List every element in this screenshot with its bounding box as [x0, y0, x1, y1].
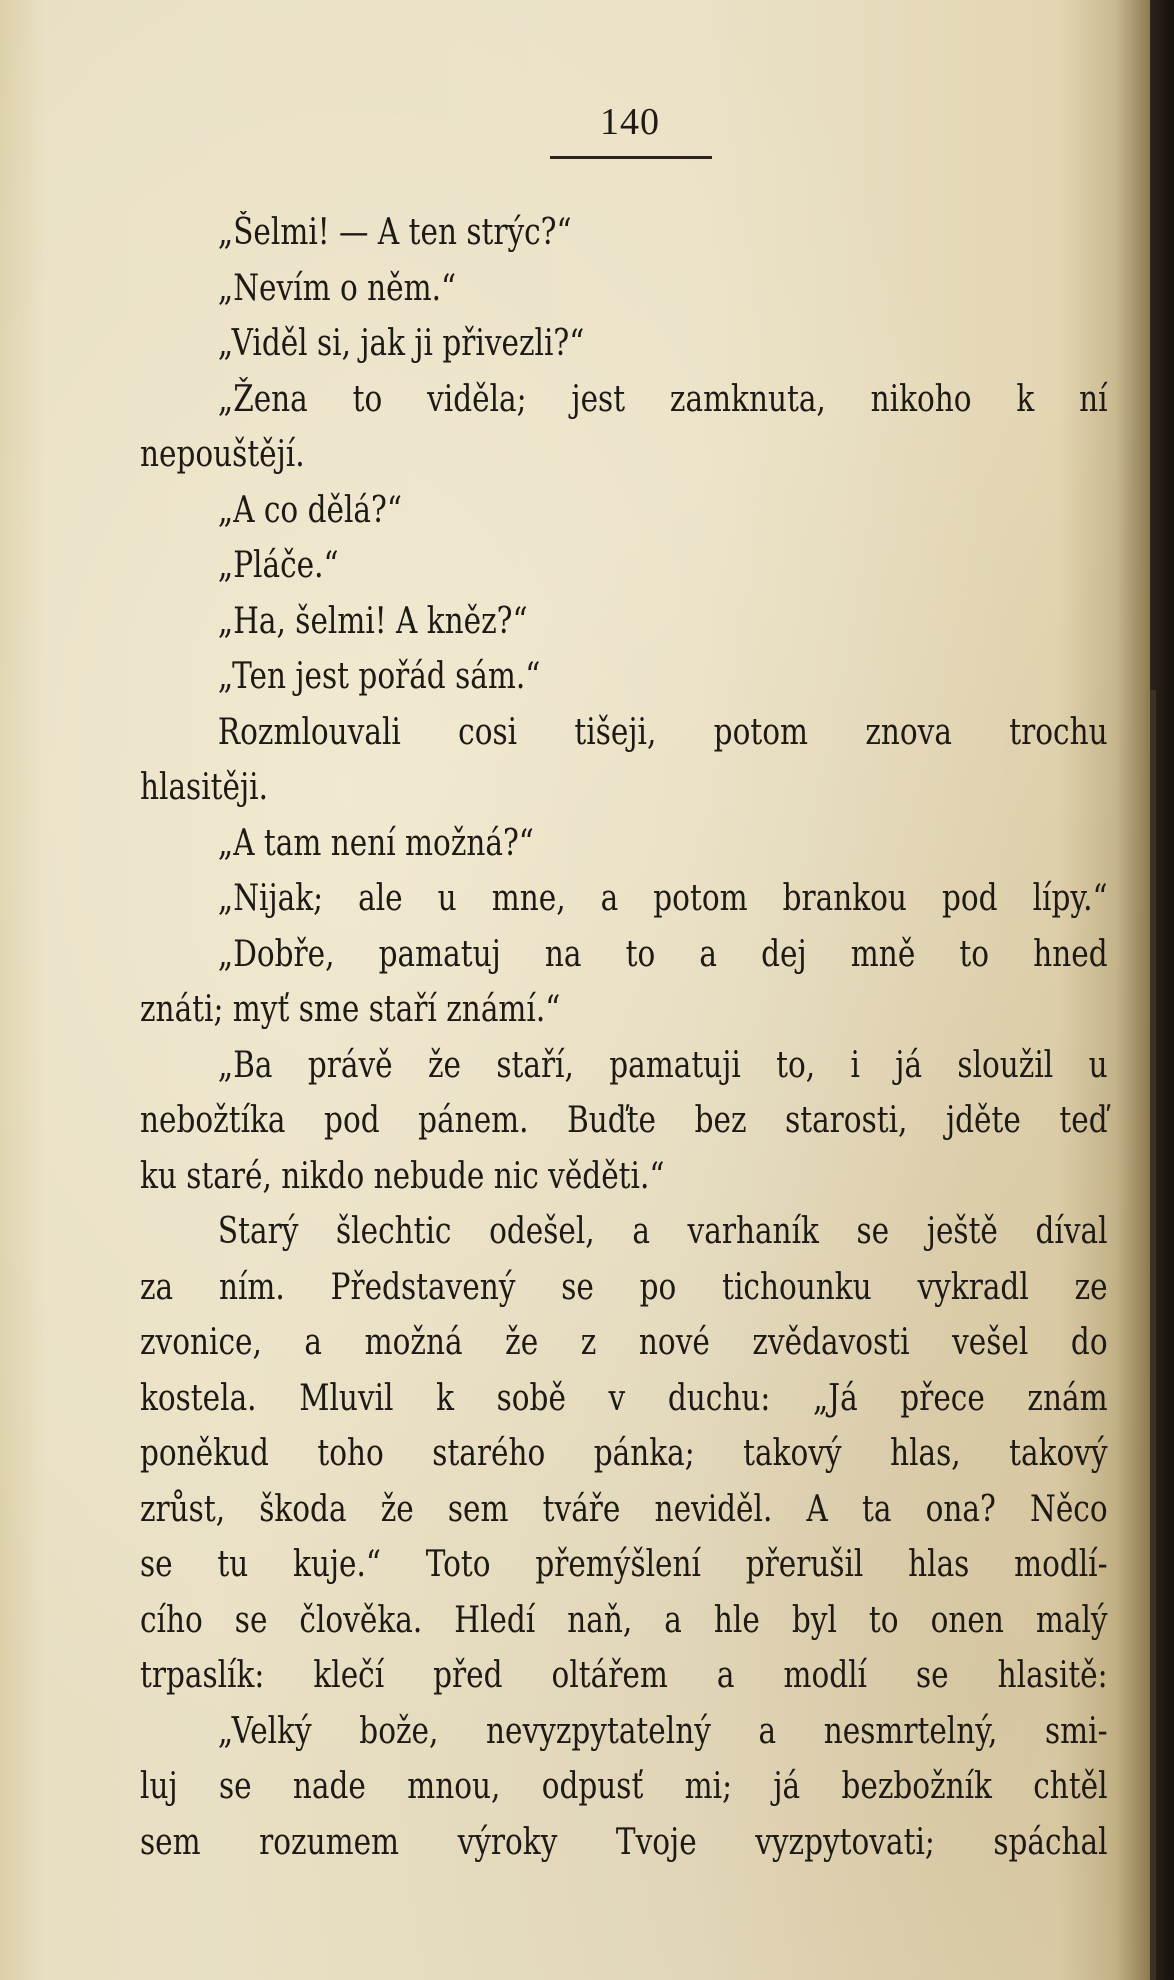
text-line: trpaslík: klečí před oltářem a modlí se hlasitě:	[140, 1655, 1108, 1696]
text-line: se tu kuje.“ Toto přemýšlení přerušil hlas modlí-	[140, 1544, 1108, 1585]
text-line: Starý šlechtic odešel, a varhaník se ještě díval	[217, 1211, 1108, 1252]
text-line: „Dobře, pamatuj na to a dej mně to hned	[217, 933, 1108, 975]
text-line: „Velký bože, nevyzpytatelný a nesmrtelný, smi-	[217, 1710, 1108, 1752]
text-line: nebožtíka pod pánem. Buďte bez starosti, jděte teď	[140, 1100, 1108, 1141]
page-number: 140	[600, 101, 660, 143]
text-line: „Viděl si, jak ji přivezli?“	[217, 323, 585, 364]
text-line: „Ba právě že staří, pamatuji to, i já sloužil u	[217, 1044, 1108, 1086]
text-line: „Šelmi! — A ten strýc?“	[217, 212, 572, 253]
text-line: „Žena to viděla; jest zamknuta, nikoho k ní	[217, 378, 1108, 420]
text-line: „Ten jest pořád sám.“	[217, 656, 541, 697]
text-line: poněkud toho starého pánka; takový hlas, takový	[140, 1433, 1108, 1474]
text-line: hlasitěji.	[140, 767, 268, 808]
text-line: „Pláče.“	[217, 545, 339, 586]
text-line: luj se nade mnou, odpusť mi; já bezbožník chtěl	[140, 1766, 1108, 1807]
text-line: sem rozumem výroky Tvoje vyzpytovati; spáchal	[140, 1821, 1108, 1863]
text-line: „Nijak; ale u mne, a potom brankou pod lípy.“	[217, 878, 1108, 919]
text-line: Rozmlouvali cosi tišeji, potom znova trochu	[217, 711, 1108, 753]
text-line: zrůst, škoda že sem tváře neviděl. A ta ona? Něco	[140, 1488, 1108, 1530]
text-line: cího se člověka. Hledí naň, a hle byl to onen malý	[140, 1599, 1108, 1641]
text-line: „A co dělá?“	[217, 489, 402, 531]
header-rule	[550, 156, 712, 159]
text-line: „Ha, šelmi! A kněz?“	[217, 600, 528, 642]
text-line: zvonice, a možná že z nové zvědavosti vešel do	[140, 1322, 1108, 1363]
text-lines	[140, 205, 1108, 1870]
text-line: „A tam není možná?“	[217, 822, 534, 864]
text-line: znáti; myť sme staří známí.“	[140, 989, 561, 1030]
text-line: nepouštějí.	[140, 434, 305, 475]
text-line: kostela. Mluvil k sobě v duchu: „Já přece znám	[140, 1377, 1108, 1419]
text-line: „Nevím o něm.“	[217, 267, 457, 309]
body-text	[140, 205, 1108, 1870]
text-line: za ním. Představený se po tichounku vykradl ze	[140, 1266, 1108, 1308]
text-line: ku staré, nikdo nebude nic věděti.“	[140, 1155, 665, 1197]
page-edge-strip	[1150, 690, 1156, 1980]
